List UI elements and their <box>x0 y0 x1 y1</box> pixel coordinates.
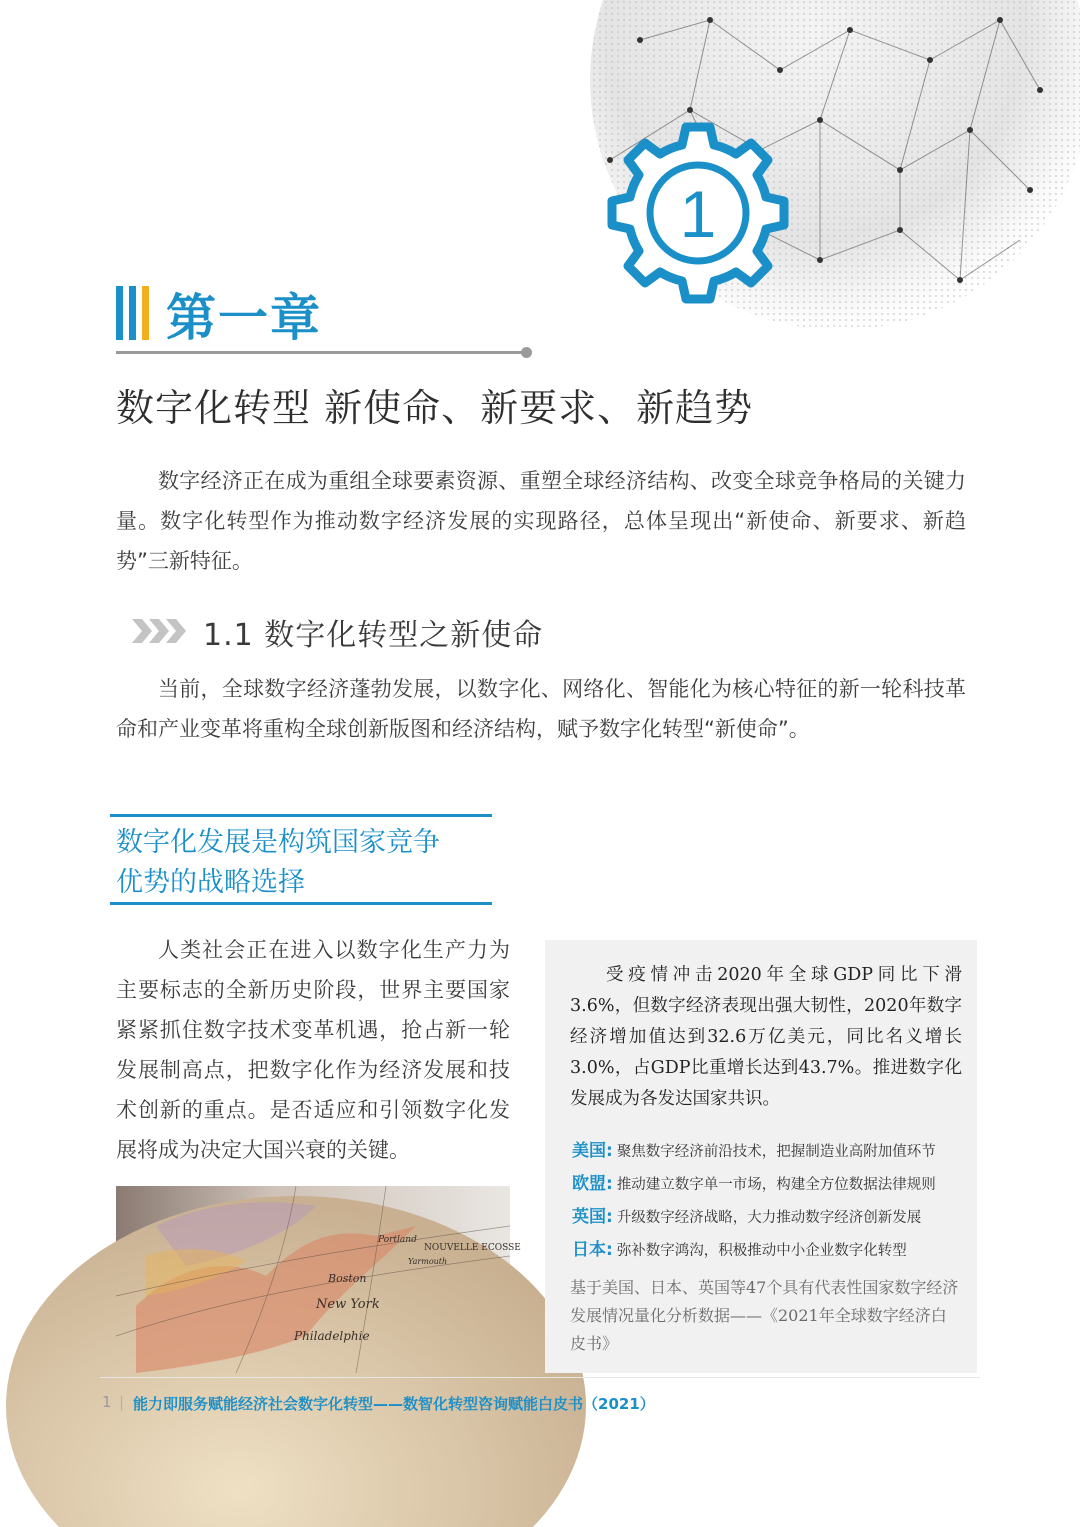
section-text: 当前，全球数字经济蓬勃发展，以数字化、网络化、智能化为核心特征的新一轮科技革命和产业变革将重构全球创新版图和经济结构，赋予数字化转型“新使命”。 <box>116 677 966 741</box>
highlight-title-line2: 优势的战略选择 <box>116 867 305 898</box>
map-label-boston: Boston <box>328 1272 367 1285</box>
info-lead <box>570 960 962 1115</box>
footer-separator: | <box>119 1393 125 1411</box>
country-desc: 推动建立数字单一市场，构建全方位数据法律规则 <box>616 1177 936 1193</box>
country-name: 美国: <box>572 1141 613 1161</box>
chapter-number: 1 <box>679 177 717 251</box>
gear-icon <box>612 127 784 299</box>
chapter-bars-decoration <box>116 286 156 340</box>
chapter-subtitle: 数字化转型 新使命、新要求、新趋势 <box>116 386 754 430</box>
country-desc: 聚焦数字经济前沿技术，把握制造业高附加值环节 <box>616 1144 936 1160</box>
country-row-japan <box>572 1235 972 1261</box>
map-label-new-york: New York <box>316 1297 380 1312</box>
footer-doc-title: 能力即服务赋能经济社会数字化转型——数智化转型咨询赋能白皮书（2021） <box>133 1395 655 1413</box>
globe-network-illustration <box>520 0 1080 330</box>
header-divider-dot <box>521 347 532 358</box>
country-desc: 升级数字经济战略，大力推动数字经济创新发展 <box>616 1210 922 1226</box>
header-divider <box>116 351 524 354</box>
chapter-title: 第一章 <box>166 289 322 347</box>
globe-photo <box>116 1186 521 1373</box>
footer-divider <box>100 1377 980 1378</box>
info-panel <box>545 940 977 1373</box>
highlight-title <box>116 823 496 903</box>
intro-paragraph <box>116 461 966 581</box>
section-heading: 1.1 数字化转型之新使命 <box>203 618 544 653</box>
map-label-yarmouth: Yarmouth <box>408 1257 448 1266</box>
highlight-title-line1: 数字化发展是构筑国家竞争 <box>116 827 440 858</box>
info-lead-text: 受疫情冲击2020年全球GDP同比下滑3.6%，但数字经济表现出强大韧性，2020年数字经济增加值达到32.6万亿美元，同比名义增长3.0%，占GDP比重增长达到43.7%。推进数字化发展成为各发达国家共识。 <box>570 965 962 1109</box>
footer-page-number: 1 <box>102 1393 112 1411</box>
country-name: 日本: <box>572 1240 613 1260</box>
info-source: 基于美国、日本、英国等47个具有代表性国家数字经济发展情况量化分析数据——《2021年全球数字经济白皮书》 <box>570 1278 959 1353</box>
country-row-usa <box>572 1136 972 1162</box>
highlight-top-rule <box>110 814 492 817</box>
intro-text: 数字经济正在成为重组全球要素资源、重塑全球经济结构、改变全球竞争格局的关键力量。数字化转型作为推动数字经济发展的实现路径，总体呈现出“新使命、新要求、新趋势”三新特征。 <box>116 469 966 573</box>
chevrons-icon <box>132 617 188 645</box>
country-row-uk <box>572 1202 972 1228</box>
map-label-philadelphie: Philadelphie <box>294 1329 370 1343</box>
map-label-nouvelle-ecosse: NOUVELLE ECOSSE <box>424 1243 521 1253</box>
country-name: 欧盟: <box>572 1174 613 1194</box>
section-paragraph <box>116 669 966 749</box>
highlight-text: 人类社会正在进入以数字化生产力为主要标志的全新历史阶段，世界主要国家紧紧抓住数字技术变革机遇，抢占新一轮发展制高点，把数字化作为经济发展和技术创新的重点。是否适应和引领数字化发展将成为决定大国兴衰的关键。 <box>116 938 510 1162</box>
country-desc: 弥补数字鸿沟，积极推动中小企业数字化转型 <box>616 1243 907 1259</box>
highlight-bottom-rule <box>110 902 492 905</box>
country-row-eu <box>572 1169 972 1195</box>
country-name: 英国: <box>572 1207 613 1227</box>
highlight-paragraph <box>116 930 510 1170</box>
map-label-portland: Portland <box>378 1235 417 1245</box>
